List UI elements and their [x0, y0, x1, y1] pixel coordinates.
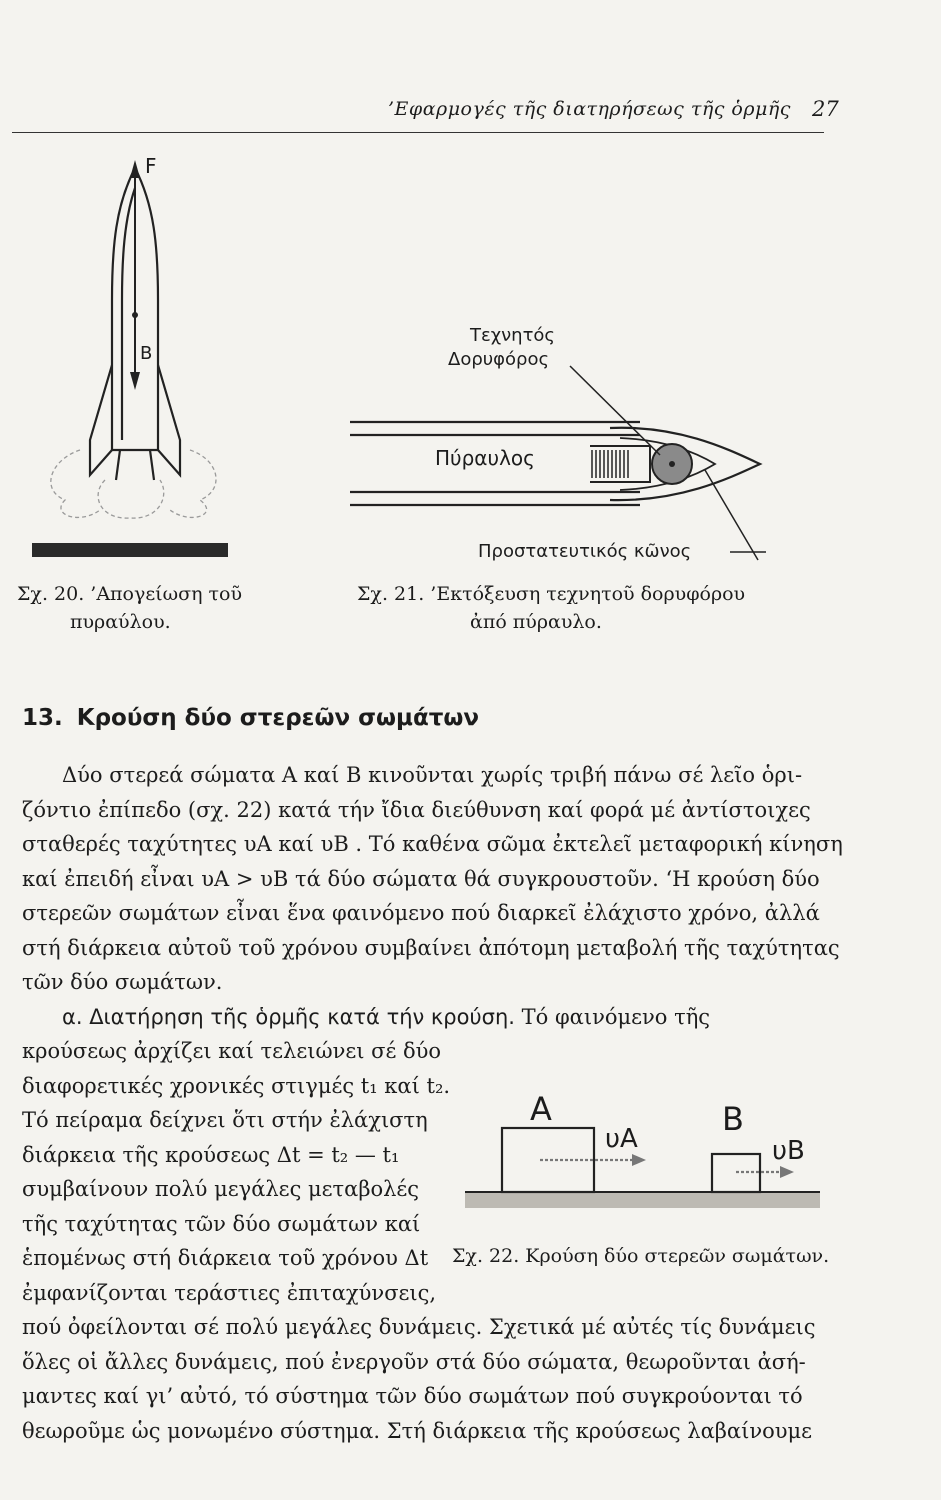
figure-21-label-cone: Προστατευτικός κῶνος	[478, 541, 692, 562]
figure-21-label-rocket: Πύραυλος	[435, 446, 535, 470]
paragraph-2-line: μαντες καί γι’ αὐτό, τό σύστημα τῶν δύο σωμάτων πού συγκρούονται τό	[22, 1384, 803, 1408]
figure-22-label-b: B	[722, 1100, 744, 1138]
paragraph-1-line: καί ἐπειδή εἶναι υA > υB τά δύο σώματα θά συγκρουστοῦν. ‘Η κρούση δύο	[22, 866, 820, 891]
velocity-b-arrow-icon	[780, 1166, 794, 1178]
paragraph-2-line: ἐμφανίζονται τεράστιες ἐπιταχύνσεις,	[22, 1280, 437, 1305]
paragraph-2-line: κρούσεως ἀρχίζει καί τελειώνει σέ δύο	[22, 1039, 442, 1063]
figure-20-label-b: B	[140, 343, 153, 364]
paragraph-1-line: στερεῶν σωμάτων εἶναι ἕνα φαινόμενο πού διαρκεῖ ἐλάχιστο χρόνο, ἀλλά	[22, 901, 820, 925]
paragraph-1-line: σταθερές ταχύτητες υA καί υB . Τό καθένα σῶμα ἐκτελεῖ μεταφορική κίνηση	[22, 832, 843, 856]
figure-21-caption-line2: ἀπό πύραυλο.	[470, 611, 602, 633]
section-title: Κρούση δύο στερεῶν σωμάτων	[76, 705, 480, 731]
figure-22-label-a: A	[530, 1090, 552, 1128]
paragraph-1-line: ζόντιο ἐπίπεδο (σχ. 22) κατά τήν ἴδια διεύθυνση καί φορά μέ ἀντίστοιχες	[22, 797, 811, 822]
paragraph-2-line: τῆς ταχύτητας τῶν δύο σωμάτων καί	[22, 1211, 421, 1236]
figure-22-label-va: υA	[605, 1124, 638, 1154]
figure-21-label-satellite-1: Τεχνητός	[470, 325, 555, 346]
paragraph-2-line: συμβαίνουν πολύ μεγάλες μεταβολές	[22, 1177, 420, 1201]
figure-21-satellite-leader	[560, 360, 680, 460]
paragraph-2-line: ἑπομένως στή διάρκεια τοῦ χρόνου Δt	[22, 1246, 429, 1270]
subsection-heading-tail: Τό φαινόμενο τῆς	[521, 1005, 711, 1029]
page-number: 27	[812, 97, 839, 121]
paragraph-2-line: διάρκεια τῆς κρούσεως Δt = t₂ — t₁	[22, 1142, 400, 1167]
paragraph-2-full	[22, 1310, 816, 1448]
section-heading	[22, 705, 479, 731]
figure-22-label-vb: υB	[772, 1136, 805, 1166]
figure-20-label-f: F	[145, 154, 157, 178]
paragraph-1-line: Δύο στερεά σώματα Α καί Β κινοῦνται χωρίς τριβή πάνω σέ λεῖο ὁρι-	[62, 763, 803, 787]
paragraph-2-line: διαφορετικές χρονικές στιγμές t₁ καί t₂.	[22, 1073, 451, 1098]
paragraph-2-narrow	[22, 1034, 450, 1310]
paragraph-1-line: τῶν δύο σωμάτων.	[22, 970, 223, 994]
figure-21-cone-leader	[730, 540, 770, 560]
paragraph-2-line: θεωροῦμε ὡς μονωμένο σύστημα. Στή διάρκεια τῆς κρούσεως λαβαίνουμε	[22, 1418, 813, 1443]
figure-22-caption: Σχ. 22. Κρούση δύο στερεῶν σωμάτων.	[452, 1245, 830, 1267]
subsection-heading-line	[62, 1000, 710, 1035]
subsection-heading: α. Διατήρηση τῆς ὁρμῆς κατά τήν κρούση.	[62, 1005, 515, 1029]
paragraph-1-line: στή διάρκεια αὐτοῦ τοῦ χρόνου συμβαίνει ἀπότομη μεταβολή τῆς ταχύτητας	[22, 935, 840, 960]
figure-20-caption-line1: Σχ. 20. ’Απογείωση τοῦ	[17, 583, 243, 605]
velocity-a-arrow-icon	[632, 1154, 646, 1166]
header-rule	[12, 132, 824, 133]
figure-21-label-satellite-2: Δορυφόρος	[448, 349, 550, 370]
figure-20-caption-line2: πυραύλου.	[70, 611, 171, 633]
paragraph-2-line: ὅλες οἱ ἄλλες δυνάμεις, πού ἐνεργοῦν στά δύο σώματα, θεωροῦνται ἀσή-	[22, 1349, 806, 1374]
figure-21-caption-line1: Σχ. 21. ’Εκτόξευση τεχνητοῦ δορυφόρου	[357, 583, 746, 605]
paragraph-2-line: Τό πείραμα δείχνει ὅτι στήν ἐλάχιστη	[22, 1108, 428, 1132]
figure-20-rocket-illustration	[20, 150, 240, 570]
paragraph-2-line: πού ὀφείλονται σέ πολύ μεγάλες δυνάμεις. Σχετικά μέ αὐτές τίς δυνάμεις	[22, 1315, 816, 1339]
section-number: 13.	[22, 705, 63, 731]
running-header-title: ’Εφαρμογές τῆς διατηρήσεως τῆς ὁρμῆς	[388, 98, 791, 120]
paragraph-1	[22, 758, 843, 1000]
